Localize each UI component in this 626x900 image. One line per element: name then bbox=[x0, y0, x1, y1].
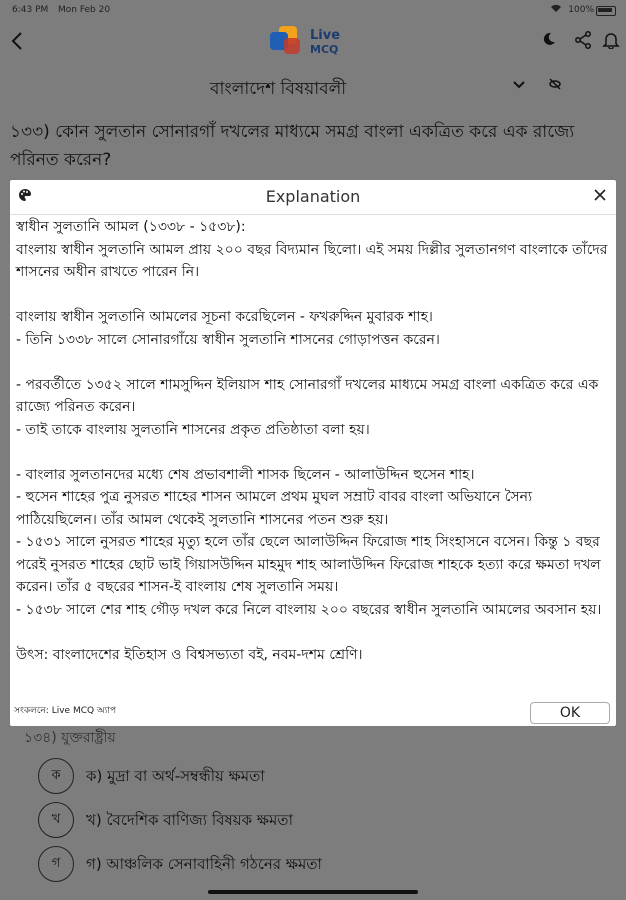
next-question-partial: ১৩৪) যুক্তরাষ্ট্রীয় bbox=[24, 730, 116, 746]
status-time: 6:43 PM bbox=[12, 5, 49, 15]
app-logo bbox=[270, 26, 360, 62]
wifi-icon bbox=[550, 3, 562, 16]
explanation-line: - তিনি ১৩৩৮ সালে সোনারগাঁয়ে স্বাধীন সুলতানি শাসনের গোড়াপত্তন করেন। bbox=[16, 331, 440, 348]
explanation-line: - ১৫৩৮ সালে শের শাহ গৌড় দখল করে নিলে বাংলায় ২০০ বছরের স্বাধীন সুলতানি আমলের অবসান হয়। bbox=[16, 601, 602, 618]
home-indicator bbox=[208, 890, 418, 894]
status-date: Mon Feb 20 bbox=[58, 5, 111, 15]
explanation-line: - বাংলার সুলতানদের মধ্যে শেষ প্রভাবশালী শাসক ছিলেন - আলাউদ্দিন হুসেন শাহ। bbox=[16, 466, 475, 483]
explanation-line: বাংলায় স্বাধীন সুলতানি আমল প্রায় ২০০ বছর বিদ্যমান ছিলো। এই সময় দিল্লীর সুলতানগণ বাংলাকে তাঁদের শাসনের অধীন রাখতে পারেন নি। bbox=[16, 241, 608, 280]
credit-text: সংকলনে: Live MCQ অ্যাপ bbox=[14, 706, 117, 716]
explanation-line: - হুসেন শাহের পুত্র নুসরত শাহের শাসন আমলে প্রথম মুঘল সম্রাট বাবর বাংলা অভিযানে সৈন্য পাঠিয়েছিলেন। তাঁর আমল থেকেই সুলতানি শাসনের পতন শুরু হয়। bbox=[16, 489, 533, 528]
logo-line1: Live bbox=[310, 28, 341, 43]
status-bar bbox=[0, 0, 626, 22]
explanation-modal bbox=[10, 180, 616, 726]
share-icon[interactable] bbox=[574, 31, 592, 54]
battery-percent: 100% bbox=[568, 5, 594, 15]
ok-button[interactable]: OK bbox=[530, 702, 610, 724]
chevron-left-icon[interactable] bbox=[10, 30, 24, 58]
eye-off-icon[interactable] bbox=[548, 78, 562, 94]
explanation-line: - ১৫৩১ সালে নুসরত শাহের মৃত্যু হলে তাঁর ছেলে আলাউদ্দিন ফিরোজ শাহ সিংহাসনে বসেন। কিন্তু ১ বছর পরেই নুসরত শাহের ছোট ভাই গিয়াসউদ্দিন মাহমুদ শাহ আলাউদ্দিন ফিরোজ শাহকে হত্যা করে ক্ষমতা দখল করেন। তাঁর ৫ বছরের শাসন-ই বাংলায় শেষ সুলতানি সময়। bbox=[16, 534, 601, 595]
top-bar bbox=[0, 22, 626, 66]
category-bar bbox=[0, 70, 626, 104]
option-letter: ক bbox=[38, 758, 74, 794]
battery-icon bbox=[596, 6, 616, 16]
explanation-line: - পরবর্তীতে ১৩৫২ সালে শামসুদ্দিন ইলিয়াস শাহ সোনারগাঁ দখলের মাধ্যমে সমগ্র বাংলা একত্রিত করে এক রাজ্যে পরিনত করেন। bbox=[16, 376, 599, 415]
option-text: গ) আঞ্চলিক সেনাবাহিনী গঠনের ক্ষমতা bbox=[86, 855, 322, 873]
category-title: বাংলাদেশ বিষয়াবলী bbox=[210, 79, 347, 99]
question-text: ১৩৩) কোন সুলতান সোনারগাঁ দখলের মাধ্যমে সমগ্র বাংলা একত্রিত করে এক রাজ্যে পরিনত করেন? bbox=[10, 122, 575, 170]
modal-header bbox=[10, 180, 616, 215]
option-letter: খ bbox=[38, 802, 74, 838]
explanation-line: বাংলায় স্বাধীন সুলতানি আমলের সূচনা করেছিলেন - ফখরুদ্দিন মুবারক শাহ। bbox=[16, 309, 433, 325]
explanation-line: - তাই তাকে বাংলায় সুলতানি শাসনের প্রকৃত প্রতিষ্ঠাতা বলা হয়। bbox=[16, 421, 370, 438]
bell-icon[interactable] bbox=[602, 31, 620, 54]
option-text: ক) মুদ্রা বা অর্থ-সম্বন্ধীয় ক্ষমতা bbox=[86, 767, 265, 785]
moon-icon[interactable] bbox=[541, 31, 557, 52]
logo-line2: MCQ bbox=[310, 43, 339, 56]
option-text: খ) বৈদেশিক বাণিজ্য বিষয়ক ক্ষমতা bbox=[86, 811, 293, 829]
option-letter: গ bbox=[38, 846, 74, 882]
modal-title: Explanation bbox=[265, 187, 361, 206]
chevron-down-icon[interactable] bbox=[512, 78, 526, 94]
explanation-body bbox=[16, 216, 610, 666]
explanation-line: স্বাধীন সুলতানি আমল (১৩৩৮ - ১৫৩৮): bbox=[16, 219, 246, 235]
explanation-source: উৎস: বাংলাদেশের ইতিহাস ও বিশ্বসভ্যতা বই, নবম-দশম শ্রেণি। bbox=[16, 646, 363, 663]
close-icon[interactable] bbox=[594, 186, 606, 205]
